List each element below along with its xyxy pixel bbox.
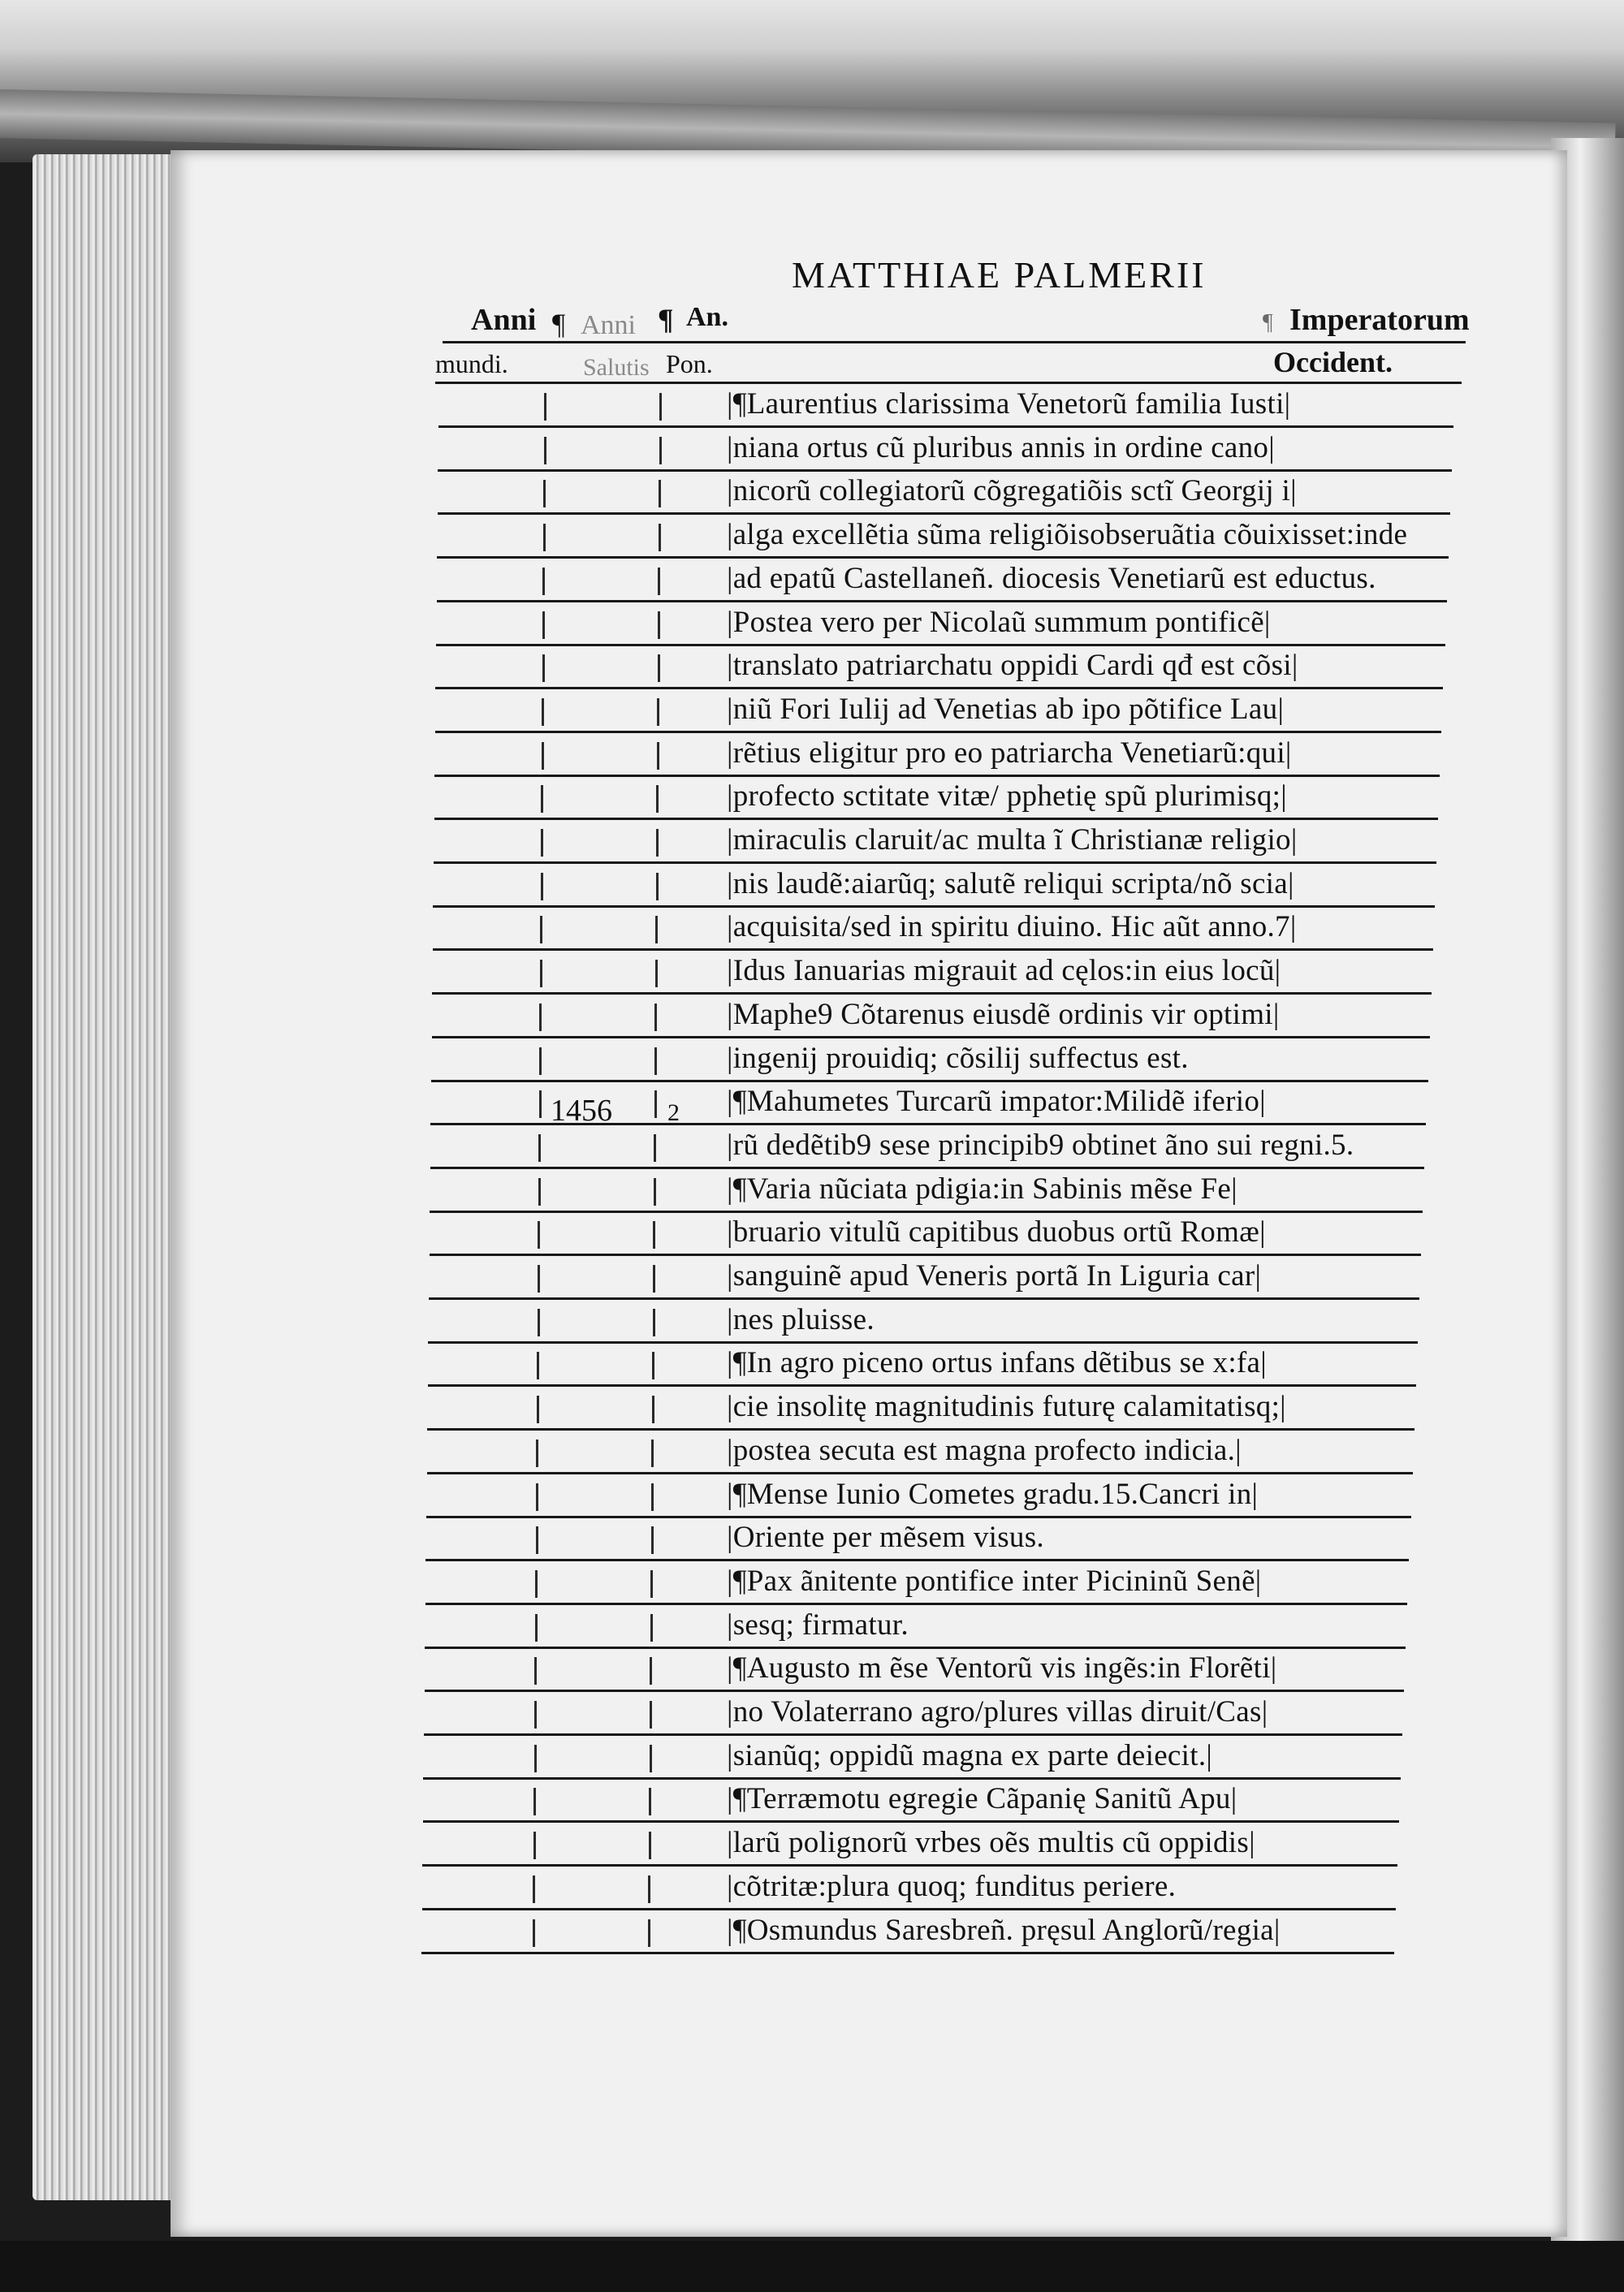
column-separator-mundi — [533, 1919, 535, 1947]
column-separator-mundi — [539, 1090, 542, 1118]
pilcrow-icon: ¶ — [658, 303, 674, 335]
column-separator-mundi — [534, 1701, 537, 1729]
column-separator-salutis — [654, 1134, 656, 1162]
column-separator-mundi — [543, 524, 546, 551]
header-anni-salutis: Anni — [581, 310, 636, 340]
column-separator-mundi — [540, 960, 542, 987]
row-rule — [422, 1908, 1396, 1910]
column-separator-salutis — [651, 1526, 654, 1554]
column-separator-mundi — [544, 437, 546, 464]
row-rule — [426, 1516, 1411, 1518]
column-separator-salutis — [648, 1875, 650, 1903]
chronicle-line: |sianũq; oppidũ magna ex parte deiecit.| — [727, 1738, 1213, 1772]
column-separator-mundi — [538, 1221, 540, 1249]
chronicle-line: |sanguinẽ apud Veneris portã In Liguria car| — [727, 1259, 1262, 1293]
column-separator-mundi — [542, 742, 544, 770]
header-rule — [443, 341, 1466, 343]
pilcrow-icon: ¶ — [552, 308, 566, 340]
row-rule — [434, 775, 1440, 777]
row-rule — [430, 1167, 1425, 1169]
column-separator-salutis — [657, 742, 659, 770]
header-anni-pontificis: An. — [686, 302, 728, 332]
chronicle-line: |Idus Ianuarias migrauit ad cęlos:in eius locũ| — [727, 954, 1281, 988]
column-separator-salutis — [654, 1004, 657, 1031]
chronicle-line: |nicorũ collegiatorũ cõgregatiõis sctĩ Georgij i| — [727, 474, 1297, 508]
row-rule — [433, 948, 1433, 951]
column-separator-mundi — [540, 916, 542, 943]
column-separator-salutis — [656, 785, 659, 813]
chronicle-line: |ad epatũ Castellaneñ. diocesis Venetiarũ est eductus. — [727, 561, 1376, 595]
chronicle-line: |Postea vero per Nicolaũ summum pontificẽ| — [727, 605, 1271, 639]
row-rule — [438, 425, 1453, 428]
header-occident: Occident. — [1273, 346, 1393, 378]
column-separator-mundi — [542, 654, 545, 682]
column-separator-salutis — [658, 568, 660, 595]
column-separator-mundi — [542, 568, 545, 595]
column-separator-mundi — [539, 1004, 542, 1031]
column-separator-mundi — [534, 1745, 537, 1772]
column-separator-salutis — [654, 1047, 657, 1075]
column-separator-salutis — [655, 960, 658, 987]
chronicle-line: |Maphe9 Cõtarenus eiusdẽ ordinis vir optimi| — [727, 997, 1280, 1031]
column-separator-mundi — [544, 393, 546, 421]
row-rule — [434, 818, 1439, 820]
row-rule — [438, 469, 1452, 472]
column-separator-mundi — [537, 1352, 539, 1379]
row-rule — [433, 905, 1435, 908]
chronicle-line: |sesq; firmatur. — [727, 1608, 909, 1642]
column-separator-mundi — [537, 1396, 539, 1423]
row-rule — [431, 1080, 1428, 1082]
stacked-page-edges — [32, 154, 179, 2200]
column-separator-salutis — [653, 1265, 655, 1293]
column-separator-mundi — [538, 1178, 541, 1206]
chronicle-line: |¶Laurentius clarissima Venetorũ familia Iusti| — [727, 387, 1291, 421]
row-rule — [422, 1864, 1397, 1867]
chronicle-line: |bruario vitulũ capitibus duobus ortũ Romæ| — [727, 1215, 1266, 1250]
row-rule — [423, 1777, 1401, 1780]
row-rule — [425, 1647, 1406, 1649]
column-separator-mundi — [535, 1614, 538, 1642]
column-separator-mundi — [542, 611, 545, 639]
column-separator-salutis — [648, 1919, 650, 1947]
column-separator-salutis — [649, 1832, 651, 1859]
column-separator-mundi — [539, 1047, 542, 1075]
column-separator-mundi — [543, 480, 546, 507]
column-separator-salutis — [650, 1614, 653, 1642]
row-rule — [437, 556, 1449, 559]
chronicle-line: |¶Osmundus Saresbreñ. pręsul Anglorũ/regia| — [727, 1913, 1281, 1947]
chronicle-line: |cõtritæ:plura quoq; funditus periere. — [727, 1869, 1177, 1903]
column-separator-salutis — [653, 1221, 655, 1249]
column-separator-mundi — [541, 829, 543, 857]
row-rule — [428, 1341, 1418, 1344]
column-separator-salutis — [651, 1440, 654, 1467]
column-separator-mundi — [536, 1483, 538, 1511]
row-rule — [425, 1559, 1409, 1561]
column-separator-mundi — [534, 1657, 537, 1685]
chronicle-line: |Oriente per mẽsem visus. — [727, 1521, 1044, 1555]
chronicle-line: |profecto sctitate vitæ/ pphetię spũ plurimisq;| — [727, 779, 1287, 814]
row-rule — [430, 1211, 1423, 1213]
column-separator-salutis — [650, 1745, 652, 1772]
row-rule — [425, 1690, 1405, 1692]
chronicle-line: |¶Varia nũciata pdigia:in Sabinis mẽse Fe| — [727, 1172, 1237, 1206]
header-pontificis: Pon. — [666, 349, 713, 378]
column-separator-salutis — [658, 611, 660, 639]
header-imperatorum: Imperatorum — [1289, 303, 1470, 337]
column-separator-salutis — [659, 524, 661, 551]
column-separator-salutis — [658, 654, 660, 682]
row-rule — [435, 687, 1443, 689]
column-separator-mundi — [542, 698, 544, 726]
row-rule — [424, 1733, 1402, 1736]
header-salutis: Salutis — [583, 354, 650, 381]
column-separator-mundi — [538, 1134, 541, 1162]
column-separator-salutis — [649, 1788, 651, 1815]
row-rule — [434, 861, 1436, 864]
header-mundi: mundi. — [435, 349, 508, 378]
row-rule — [435, 731, 1442, 733]
row-rule — [427, 1428, 1415, 1431]
row-rule — [432, 1036, 1430, 1038]
chronicle-line: |¶Terræmotu egregie Cãpanię Sanitũ Apu| — [727, 1782, 1237, 1816]
chronicle-line: |¶In agro piceno ortus infans dẽtibus se x:fa| — [727, 1346, 1267, 1380]
column-separator-mundi — [536, 1526, 538, 1554]
header-rule — [435, 382, 1462, 384]
column-separator-salutis — [656, 873, 659, 900]
chronicle-line: |¶Pax ãnitente pontifice inter Picininũ Senẽ| — [727, 1564, 1262, 1598]
chronicle-line: |¶Mahumetes Turcarũ impator:Milidẽ iferio| — [727, 1085, 1266, 1119]
chronicle-line: |no Volaterrano agro/plures villas diruit/Cas| — [727, 1695, 1268, 1729]
column-separator-salutis — [653, 1309, 655, 1336]
chronicle-line: |niana ortus cũ pluribus annis in ordine cano| — [727, 430, 1275, 464]
column-separator-mundi — [533, 1832, 536, 1859]
column-separator-salutis — [650, 1570, 653, 1598]
column-separator-mundi — [536, 1440, 538, 1467]
chronicle-line: |larũ polignorũ vrbes oẽs multis cũ oppidis| — [727, 1826, 1255, 1860]
column-separator-salutis — [655, 916, 658, 943]
column-separator-salutis — [654, 1178, 656, 1206]
column-separator-salutis — [657, 698, 659, 726]
row-rule — [421, 1952, 1394, 1954]
column-separator-mundi — [538, 1265, 540, 1293]
chronicle-line: |rũ dedẽtib9 sese principib9 obtinet ãno sui regni.5. — [727, 1128, 1354, 1162]
chronicle-line: |miraculis claruit/ac multa ĩ Christianæ religio| — [727, 823, 1298, 857]
column-separator-mundi — [533, 1788, 536, 1815]
column-separator-mundi — [538, 1309, 540, 1336]
column-separator-mundi — [541, 873, 543, 900]
row-rule — [428, 1384, 1416, 1387]
chronicle-line: |nis laudẽ:aiarũq; salutẽ reliqui scripta/nõ scia| — [727, 866, 1294, 900]
column-separator-salutis — [651, 1483, 654, 1511]
row-rule — [429, 1297, 1419, 1300]
column-separator-salutis — [659, 393, 662, 421]
chronicle-line: |rẽtius eligitur pro eo patriarcha Venetiarũ:qui| — [727, 736, 1292, 770]
chronicle-line: |cie insolitę magnitudinis futurę calamitatisq;| — [727, 1390, 1286, 1424]
column-separator-salutis — [650, 1657, 652, 1685]
header-anni-mundi: Anni — [471, 303, 537, 337]
entry-pontiff-year: 2 — [667, 1099, 680, 1126]
column-separator-salutis — [659, 437, 662, 464]
row-rule — [427, 1472, 1413, 1474]
column-separator-salutis — [652, 1396, 654, 1423]
chronicle-line: |niũ Fori Iulij ad Venetias ab ipo põtifice Lau| — [727, 692, 1285, 726]
row-rule — [425, 1603, 1408, 1605]
chronicle-line: |postea secuta est magna profecto indicia.| — [727, 1433, 1242, 1467]
chronicle-line: |translato patriarchatu oppidi Cardi qđ est cõsi| — [727, 649, 1298, 683]
column-separator-salutis — [654, 1090, 657, 1118]
chronicle-line: |alga excellẽtia sũma religiõisobseruãtia cõuixisset:inde — [727, 518, 1408, 552]
row-rule — [437, 600, 1447, 602]
entry-year: 1456 — [551, 1094, 612, 1128]
running-head: MATTHIAE PALMERII — [792, 254, 1207, 296]
column-separator-salutis — [659, 480, 661, 507]
column-separator-salutis — [656, 829, 659, 857]
pilcrow-icon: ¶ — [1263, 310, 1273, 335]
scan-background-bottom — [0, 2241, 1624, 2292]
chronicle-line: |ingenij prouidiq; cõsilij suffectus est. — [727, 1041, 1189, 1075]
row-rule — [436, 644, 1445, 646]
chronicle-line: |¶Augusto m ẽse Ventorũ vis ingẽs:in Florẽti| — [727, 1651, 1277, 1686]
chronicle-line: |acquisita/sed in spiritu diuino. Hic aũt anno.7| — [727, 910, 1297, 944]
column-separator-salutis — [652, 1352, 654, 1379]
row-rule — [432, 992, 1432, 995]
chronicle-line: |¶Mense Iunio Cometes gradu.15.Cancri in| — [727, 1477, 1259, 1511]
column-separator-mundi — [541, 785, 543, 813]
row-rule — [438, 512, 1450, 515]
row-rule — [423, 1820, 1399, 1823]
row-rule — [430, 1254, 1422, 1256]
column-separator-salutis — [650, 1701, 652, 1729]
chronicle-line: |nes pluisse. — [727, 1302, 875, 1336]
column-separator-mundi — [535, 1570, 538, 1598]
column-separator-mundi — [533, 1875, 535, 1903]
